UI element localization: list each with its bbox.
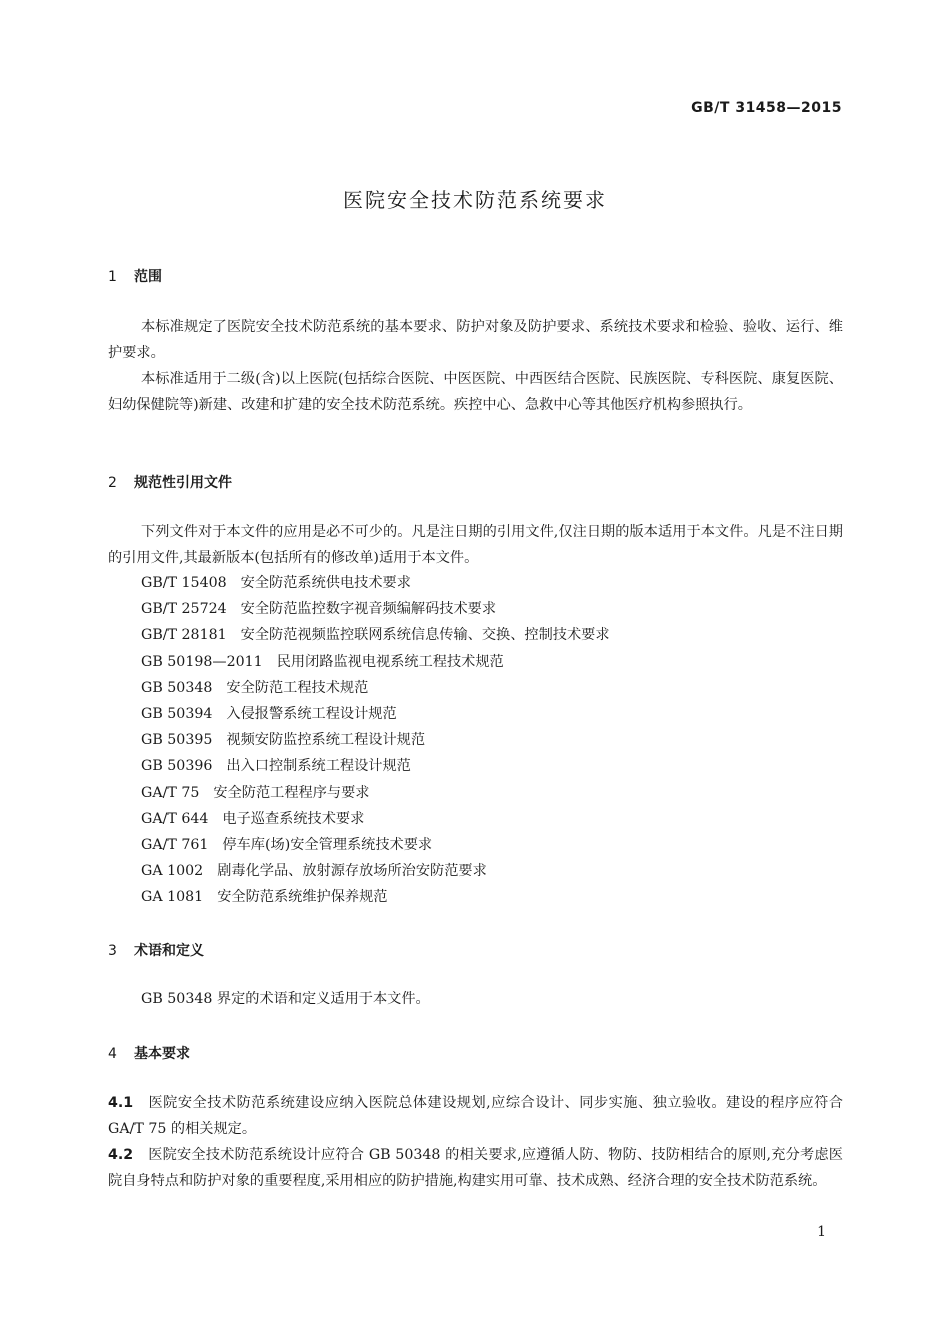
scope-paragraph-1: 本标准规定了医院安全技术防范系统的基本要求、防护对象及防护要求、系统技术要求和检验、验收、运行、维护要求。: [108, 319, 843, 361]
reference-item: [141, 701, 610, 727]
section-title: 规范性引用文件: [134, 475, 232, 491]
reference-item: [141, 753, 610, 779]
reference-list: [141, 570, 610, 911]
section-title: 术语和定义: [134, 943, 204, 959]
reference-code: GB 50348: [141, 679, 213, 696]
section-2-heading: [108, 472, 232, 492]
reference-name: 视频安防监控系统工程设计规范: [226, 732, 426, 749]
reference-code: GA 1002: [141, 863, 204, 880]
reference-name: 电子巡查系统技术要求: [222, 810, 365, 827]
reference-code: GA/T 644: [141, 810, 209, 827]
clause-4-1: [108, 1090, 843, 1142]
reference-code: GB 50198—2011: [141, 653, 263, 670]
reference-item: [141, 832, 610, 858]
reference-name: 民用闭路监视电视系统工程技术规范: [276, 653, 504, 670]
section-4-heading: [108, 1043, 190, 1063]
scope-paragraph-2: 本标准适用于二级(含)以上医院(包括综合医院、中医医院、中西医结合医院、民族医院、专科医院、康复医院、妇幼保健院等)新建、改建和扩建的安全技术防范系统。疾控中心、急救中心等其他医疗机构参照执行。: [108, 371, 843, 413]
reference-item: [141, 858, 610, 884]
reference-item: [141, 649, 610, 675]
clause-text: 医院安全技术防范系统设计应符合 GB 50348 的相关要求,应遵循人防、物防、技防相结合的原则,充分考虑医院自身特点和防护对象的重要程度,采用相应的防护措施,构建实用可靠、技术成熟、经济合理的安全技术防范系统。: [108, 1147, 843, 1189]
reference-code: GB/T 28181: [141, 627, 227, 644]
reference-item: [141, 596, 610, 622]
terms-paragraph: GB 50348 界定的术语和定义适用于本文件。: [141, 991, 430, 1007]
reference-name: 安全防范视频监控联网系统信息传输、交换、控制技术要求: [240, 627, 610, 644]
references-intro: 下列文件对于本文件的应用是必不可少的。凡是注日期的引用文件,仅注日期的版本适用于本文件。凡是不注日期的引用文件,其最新版本(包括所有的修改单)适用于本文件。: [108, 524, 843, 566]
reference-name: 停车库(场)安全管理系统技术要求: [222, 837, 433, 854]
reference-name: 安全防范系统供电技术要求: [240, 575, 411, 591]
clause-text: 医院安全技术防范系统建设应纳入医院总体建设规划,应综合设计、同步实施、独立验收。建设的程序应符合 GA/T 75 的相关规定。: [108, 1095, 843, 1137]
reference-name: 安全防范系统维护保养规范: [217, 889, 388, 906]
reference-name: 出入口控制系统工程设计规范: [226, 758, 411, 775]
reference-name: 剧毒化学品、放射源存放场所治安防范要求: [217, 863, 487, 880]
section-number: 1: [108, 269, 117, 285]
section-3-heading: [108, 940, 204, 960]
reference-item: [141, 570, 610, 596]
section-title: 基本要求: [134, 1046, 190, 1062]
reference-item: [141, 780, 610, 806]
reference-code: GB 50394: [141, 706, 213, 723]
section-number: 4: [108, 1046, 117, 1062]
clause-number: 4.2: [108, 1147, 134, 1163]
document-title: 医院安全技术防范系统要求: [343, 188, 607, 212]
page-number: 1: [817, 1224, 826, 1240]
reference-item: [141, 727, 610, 753]
section-number: 3: [108, 943, 117, 959]
reference-code: GB 50396: [141, 758, 213, 775]
section-1-heading: [108, 266, 162, 286]
reference-code: GA/T 75: [141, 784, 200, 801]
section-number: 2: [108, 475, 117, 491]
reference-name: 安全防范监控数字视音频编解码技术要求: [240, 601, 497, 618]
reference-code: GB/T 25724: [141, 601, 227, 618]
reference-name: 入侵报警系统工程设计规范: [226, 706, 397, 723]
reference-name: 安全防范工程程序与要求: [213, 784, 370, 801]
section-title: 范围: [134, 269, 162, 285]
clause-4-2: [108, 1142, 843, 1194]
reference-code: GA 1081: [141, 889, 204, 906]
reference-code: GA/T 761: [141, 837, 209, 854]
reference-item: [141, 622, 610, 648]
reference-name: 安全防范工程技术规范: [226, 679, 369, 696]
reference-item: [141, 884, 610, 910]
standard-number: GB/T 31458—2015: [691, 100, 842, 116]
clause-number: 4.1: [108, 1095, 134, 1111]
reference-code: GB/T 15408: [141, 575, 227, 591]
reference-item: [141, 675, 610, 701]
reference-item: [141, 806, 610, 832]
reference-code: GB 50395: [141, 732, 213, 749]
